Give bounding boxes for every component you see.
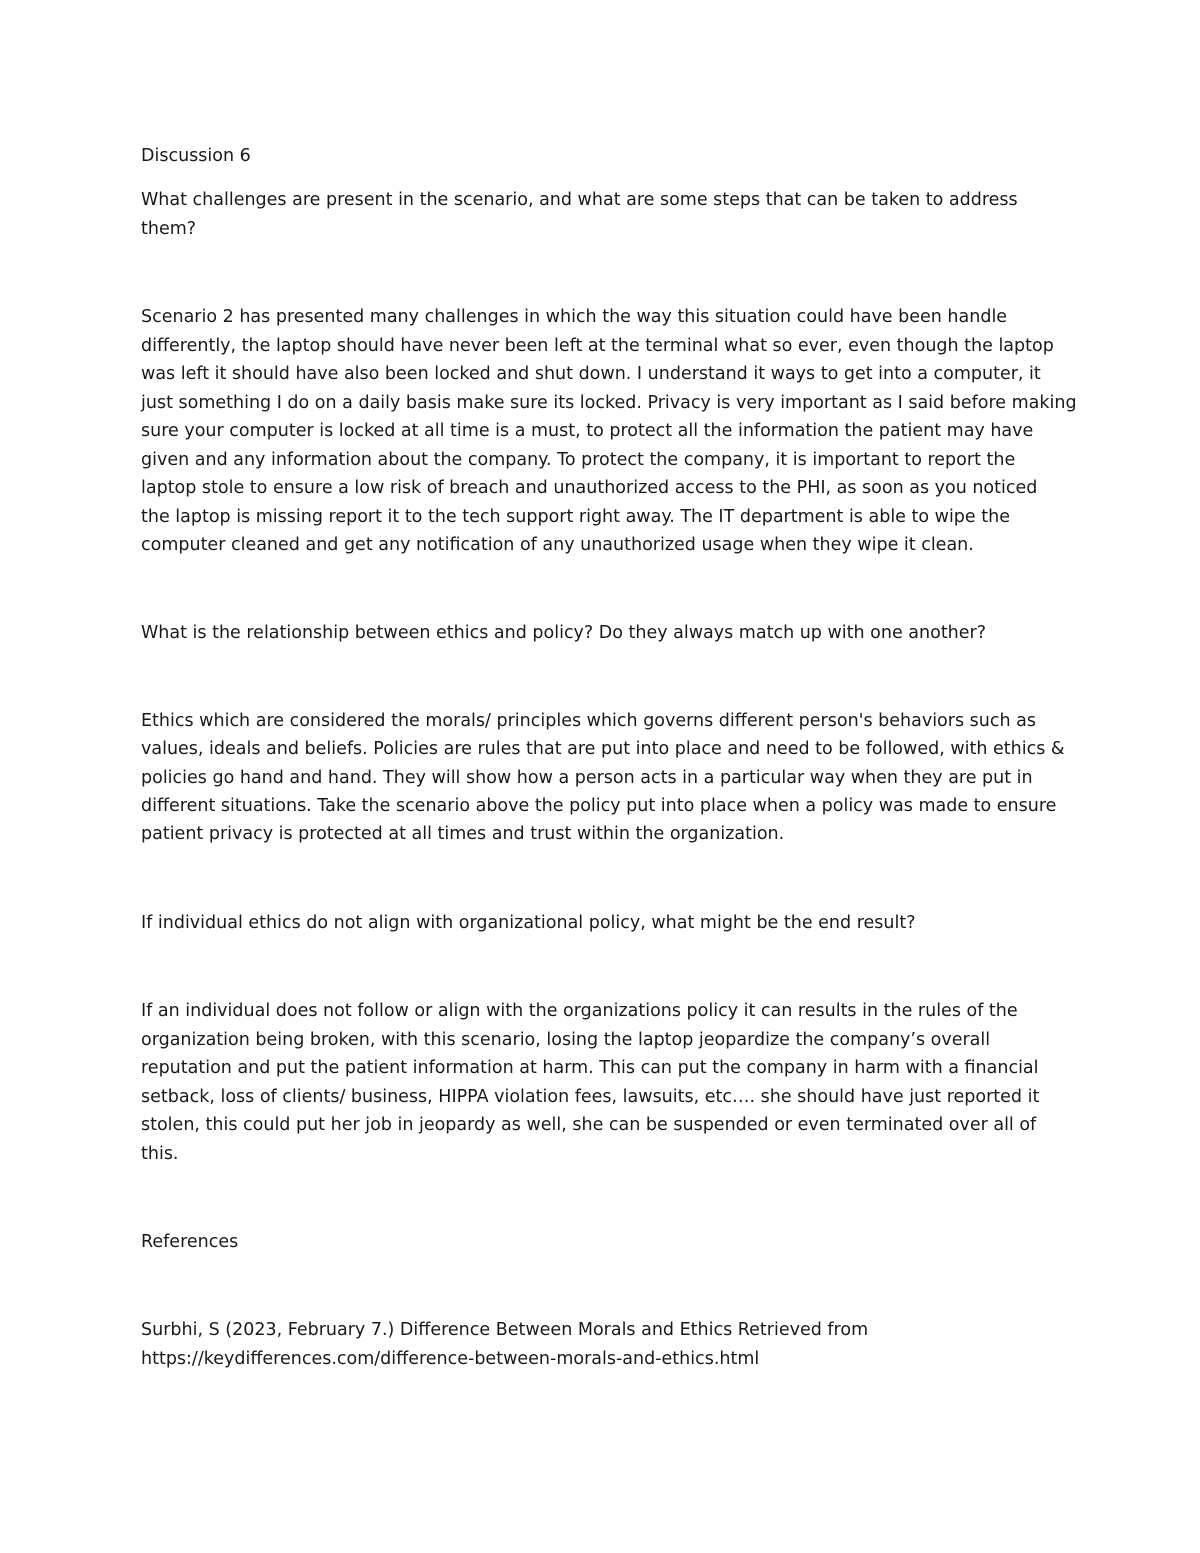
answer-1-line-6: given and any information about the company. To protect the company, it is important to report the: [141, 450, 1016, 470]
answer-1-line-2: differently, the laptop should have never been left at the terminal what so ever, even though the laptop: [141, 336, 1054, 356]
answer-2-line-2: values, ideals and beliefs. Policies are rules that are put into place and need to be followed, with ethics &: [141, 739, 1065, 759]
document-title: Discussion 6: [141, 146, 251, 166]
question-3-line-1: If individual ethics do not align with organizational policy, what might be the end result?: [141, 913, 916, 933]
answer-1-line-9: computer cleaned and get any notification of any unauthorized usage when they wipe it clean.: [141, 535, 974, 555]
answer-3-line-1: If an individual does not follow or align with the organizations policy it can results in the rules of the: [141, 1001, 1018, 1021]
question-1-line-2: them?: [141, 219, 197, 239]
answer-2-line-3: policies go hand and hand. They will show how a person acts in a particular way when they are put in: [141, 768, 1033, 788]
answer-1-line-7: laptop stole to ensure a low risk of breach and unauthorized access to the PHI, as soon as you noticed: [141, 478, 1038, 498]
answer-3-line-3: reputation and put the patient information at harm. This can put the company in harm with a financial: [141, 1058, 1039, 1078]
answer-2-line-5: patient privacy is protected at all times and trust within the organization.: [141, 824, 785, 844]
answer-1-line-3: was left it should have also been locked and shut down. I understand it ways to get into a computer, it: [141, 364, 1041, 384]
question-2-line-1: What is the relationship between ethics and policy? Do they always match up with one another?: [141, 623, 987, 643]
answer-1-line-4: just something I do on a daily basis make sure its locked. Privacy is very important as I said before making: [141, 393, 1077, 413]
answer-3-line-2: organization being broken, with this scenario, losing the laptop jeopardize the company’s overall: [141, 1030, 991, 1050]
reference-1-line-1: Surbhi, S (2023, February 7.) Difference Between Morals and Ethics Retrieved from: [141, 1320, 869, 1340]
question-1-line-1: What challenges are present in the scenario, and what are some steps that can be taken to address: [141, 190, 1018, 210]
reference-1-url: https://keydifferences.com/difference-between-morals-and-ethics.html: [141, 1349, 760, 1369]
answer-1-line-5: sure your computer is locked at all time is a must, to protect all the information the patient may have: [141, 421, 1034, 441]
answer-3-line-4: setback, loss of clients/ business, HIPPA violation fees, lawsuits, etc…. she should have just reported it: [141, 1087, 1040, 1107]
references-heading: References: [141, 1232, 239, 1252]
answer-3-line-5: stolen, this could put her job in jeopardy as well, she can be suspended or even terminated over all of: [141, 1115, 1037, 1135]
answer-2-line-4: different situations. Take the scenario above the policy put into place when a policy was made to ensure: [141, 796, 1057, 816]
answer-1-line-1: Scenario 2 has presented many challenges in which the way this situation could have been handle: [141, 307, 1008, 327]
answer-1-line-8: the laptop is missing report it to the tech support right away. The IT department is able to wipe the: [141, 507, 1010, 527]
answer-2-line-1: Ethics which are considered the morals/ principles which governs different person's behaviors such as: [141, 711, 1036, 731]
answer-3-line-6: this.: [141, 1144, 179, 1164]
